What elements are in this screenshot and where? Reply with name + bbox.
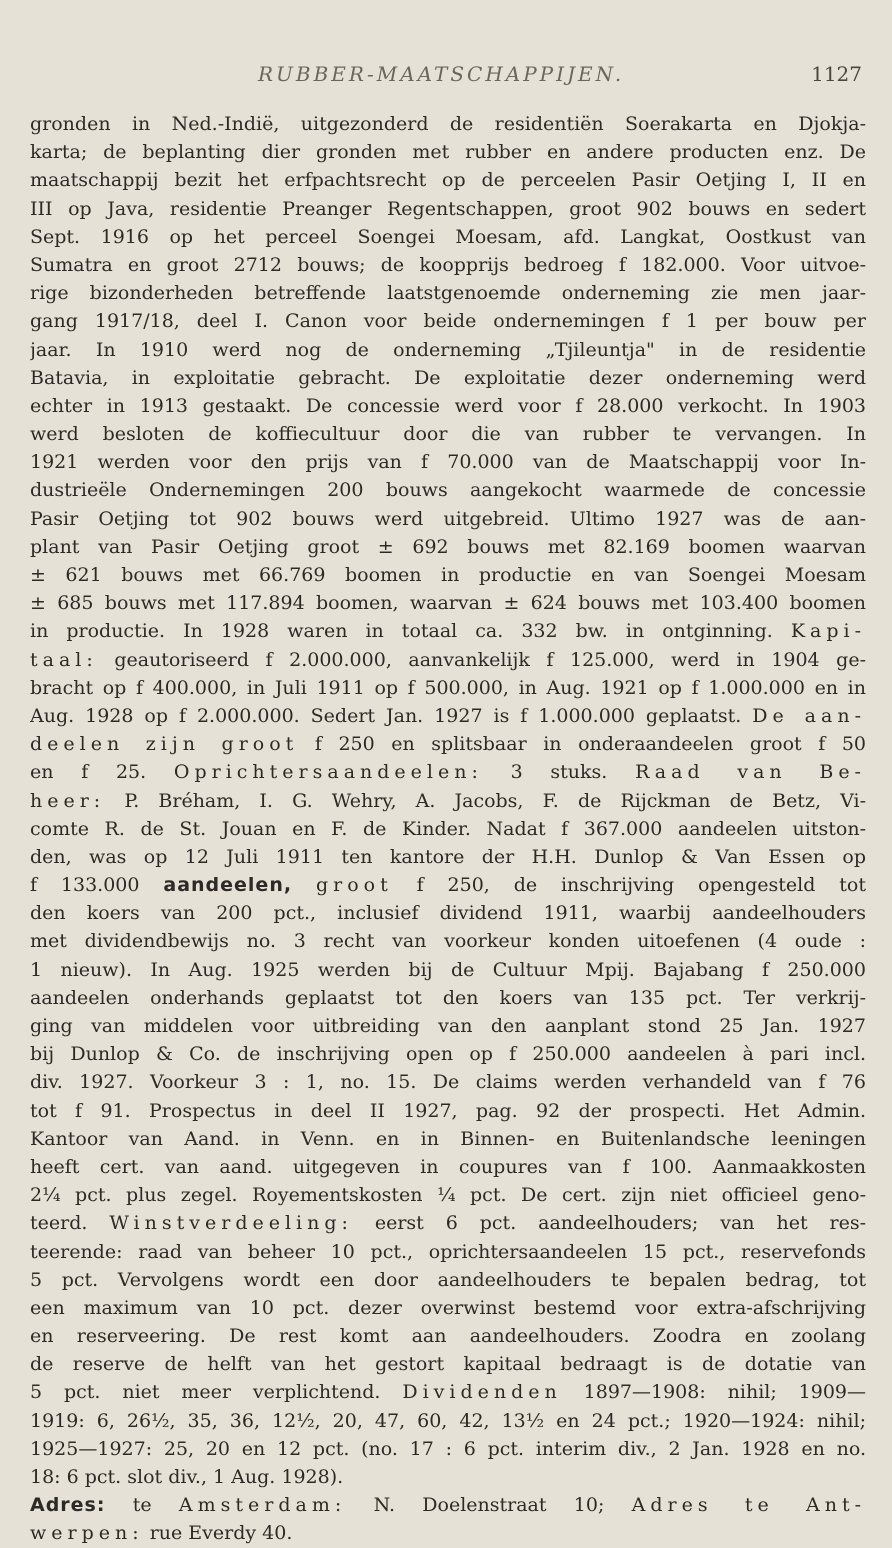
text-run: f 250, de inschrijving opengesteld tot xyxy=(416,874,866,897)
text-line: 18: 6 pct. slot div., 1 Aug. 1928). xyxy=(30,1466,344,1488)
spaced-heading: Winstverdeeling: xyxy=(109,1212,353,1235)
text-run: rue Everdy 40. xyxy=(149,1522,293,1545)
text-run: teerd. xyxy=(30,1212,88,1235)
text-line: rige bizonderheden betreffende laatstgenoemde onderneming zie men jaar- xyxy=(30,282,866,305)
text-line: met dividendbewijs no. 3 recht van voorkeur konden uitoefenen (4 oude : xyxy=(30,930,866,953)
text-line xyxy=(30,1519,866,1547)
text-line: ± 621 bouws met 66.769 boomen in productie en van Soengei Moesam xyxy=(30,564,866,586)
text-line: plant van Pasir Oetjing groot ± 692 bouws met 82.169 boomen waarvan xyxy=(30,535,866,558)
spaced-heading: De aan- xyxy=(752,704,866,727)
text-run: 5 pct. niet meer verplichtend. xyxy=(30,1381,381,1404)
text-line: heeft cert. van aand. uitgegeven in coupures van f 100. Aanmaakkosten xyxy=(30,1155,866,1178)
text-line: 2¼ pct. plus zegel. Royementskosten ¼ pct. De cert. zijn niet officieel geno- xyxy=(30,1184,866,1207)
text-run: N. Doelenstraat 10; xyxy=(373,1494,605,1517)
text-line: karta; de beplanting dier gronden met rubber en andere producten enz. De xyxy=(30,141,866,164)
text-line: ging van middelen voor uitbreiding van den aanplant stond 25 Jan. 1927 xyxy=(30,1015,866,1037)
text-line xyxy=(30,758,866,786)
spaced-heading: Adres te Ant- xyxy=(631,1494,866,1517)
text-line: ± 685 bouws met 117.894 boomen, waarvan ± 624 bouws met 103.400 boomen xyxy=(30,592,866,615)
running-title: RUBBER-MAATSCHAPPIJEN. xyxy=(258,62,625,86)
spaced-heading: Raad van Be- xyxy=(635,761,866,784)
spaced-heading: Oprichtersaandeelen: xyxy=(173,761,483,784)
text-line: teerende: raad van beheer 10 pct., oprichtersaandeelen 15 pct., reservefonds xyxy=(30,1240,866,1263)
text-line: 1919: 6, 26½, 35, 36, 12½, 20, 47, 60, 42, 13½ en 24 pct.; 1920—1924: nihil; xyxy=(30,1409,866,1432)
spaced-heading: Amsterdam: xyxy=(178,1494,347,1517)
text-line: Pasir Oetjing tot 902 bouws werd uitgebreid. Ultimo 1927 was de aan- xyxy=(30,507,866,530)
text-run: geautoriseerd f 2.000.000, aanvankelijk f 125.000, werd in 1904 ge- xyxy=(114,648,866,671)
text-line xyxy=(30,1378,866,1406)
text-line: Batavia, in exploitatie gebracht. De exploitatie dezer onderneming werd xyxy=(30,366,866,389)
text-line: de reserve de helft van het gestort kapitaal bedraagt is de dotatie van xyxy=(30,1353,866,1376)
text-line: III op Java, residentie Preanger Regentschappen, groot 902 bouws en sedert xyxy=(30,197,866,220)
text-line xyxy=(30,871,866,899)
text-line xyxy=(30,617,866,645)
text-line: bracht op f 400.000, in Juli 1911 op f 500.000, in Aug. 1921 op f 1.000.000 en in xyxy=(30,676,866,699)
text-line: dustrieële Ondernemingen 200 bouws aangekocht waarmede de concessie xyxy=(30,479,866,502)
spaced-heading: werpen: xyxy=(30,1522,144,1545)
text-line: een maximum van 10 pct. dezer overwinst bestemd voor extra-afschrijving xyxy=(30,1296,866,1319)
text-line: gang 1917/18, deel I. Canon voor beide ondernemingen f 1 per bouw per xyxy=(30,310,866,333)
text-line: 1921 werden voor den prijs van f 70.000 van de Maatschappij voor In- xyxy=(30,451,866,474)
page-header xyxy=(0,58,892,92)
text-line: gronden in Ned.-Indië, uitgezonderd de residentiën Soerakarta en Djokja- xyxy=(30,113,866,135)
text-line xyxy=(30,787,866,815)
text-run: f 133.000 xyxy=(30,874,140,897)
spaced-heading: Kapi- xyxy=(790,620,866,643)
text-run: Aug. 1928 op f 2.000.000. Sedert Jan. 1927 is f 1.000.000 geplaatst. xyxy=(30,704,742,727)
text-run: en f 25. xyxy=(30,761,147,784)
body-text xyxy=(30,110,866,1548)
text-line xyxy=(30,1209,866,1237)
text-line: jaar. In 1910 werd nog de onderneming „Tjileuntja" in de residentie xyxy=(30,338,866,361)
text-line: div. 1927. Voorkeur 3 : 1, no. 15. De claims werden verhandeld van f 76 xyxy=(30,1071,866,1094)
text-line xyxy=(30,702,866,730)
text-line xyxy=(30,1491,866,1519)
spaced-heading: Dividenden xyxy=(402,1381,562,1404)
text-line: maatschappij bezit het erfpachtsrecht op de perceelen Pasir Oetjing I, II en xyxy=(30,169,866,192)
bold-heading: aandeelen, xyxy=(163,874,293,897)
text-line: tot f 91. Prospectus in deel II 1927, pag. 92 der prospecti. Het Admin. xyxy=(30,1099,866,1122)
text-run: f 250 en splitsbaar in onderaandeelen groot f 50 xyxy=(314,733,866,756)
page-number: 1127 xyxy=(811,62,862,86)
spaced-heading: groot xyxy=(315,874,393,897)
text-run: 1897—1908: nihil; 1909— xyxy=(583,1381,866,1404)
text-line: den, was op 12 Juli 1911 ten kantore der H.H. Dunlop & Van Essen op xyxy=(30,845,866,868)
text-line: en reserveering. De rest komt aan aandeelhouders. Zoodra en zoolang xyxy=(30,1325,866,1348)
spaced-heading: heer: xyxy=(30,789,106,812)
spaced-heading: taal: xyxy=(30,648,98,671)
spaced-heading: deelen zijn groot xyxy=(30,733,299,756)
text-line xyxy=(30,730,866,758)
text-line xyxy=(30,646,866,674)
text-line: werd besloten de koffiecultuur door die van rubber te vervangen. In xyxy=(30,423,866,446)
text-line: Sept. 1916 op het perceel Soengei Moesam, afd. Langkat, Oostkust van xyxy=(30,225,866,248)
text-run: eerst 6 pct. aandeelhouders; van het res- xyxy=(374,1212,866,1235)
text-line: den koers van 200 pct., inclusief dividend 1911, waarbij aandeelhouders xyxy=(30,902,866,925)
text-line: echter in 1913 gestaakt. De concessie werd voor f 28.000 verkocht. In 1903 xyxy=(30,394,866,417)
text-run: 3 stuks. xyxy=(510,761,608,784)
text-run: te xyxy=(132,1494,152,1517)
text-line: aandeelen onderhands geplaatst tot den koers van 135 pct. Ter verkrij- xyxy=(30,986,866,1009)
bold-heading: Adres: xyxy=(30,1494,106,1517)
text-line: 1 nieuw). In Aug. 1925 werden bij de Cultuur Mpij. Bajabang f 250.000 xyxy=(30,958,866,981)
text-line: Kantoor van Aand. in Venn. en in Binnen- en Buitenlandsche leeningen xyxy=(30,1127,866,1150)
text-run: in productie. In 1928 waren in totaal ca. 332 bw. in ontginning. xyxy=(30,620,773,643)
text-line: 5 pct. Vervolgens wordt een door aandeelhouders te bepalen bedrag, tot xyxy=(30,1268,866,1291)
text-run: P. Bréham, I. G. Wehry, A. Jacobs, F. de Rijckman de Betz, Vi- xyxy=(124,789,866,812)
text-line: bij Dunlop & Co. de inschrijving open op f 250.000 aandeelen à pari incl. xyxy=(30,1043,866,1066)
text-line: Sumatra en groot 2712 bouws; de koopprijs bedroeg f 182.000. Voor uitvoe- xyxy=(30,253,866,276)
text-line: 1925—1927: 25, 20 en 12 pct. (no. 17 : 6 pct. interim div., 2 Jan. 1928 en no. xyxy=(30,1437,866,1460)
text-line: comte R. de St. Jouan en F. de Kinder. Nadat f 367.000 aandeelen uitston- xyxy=(30,817,866,840)
